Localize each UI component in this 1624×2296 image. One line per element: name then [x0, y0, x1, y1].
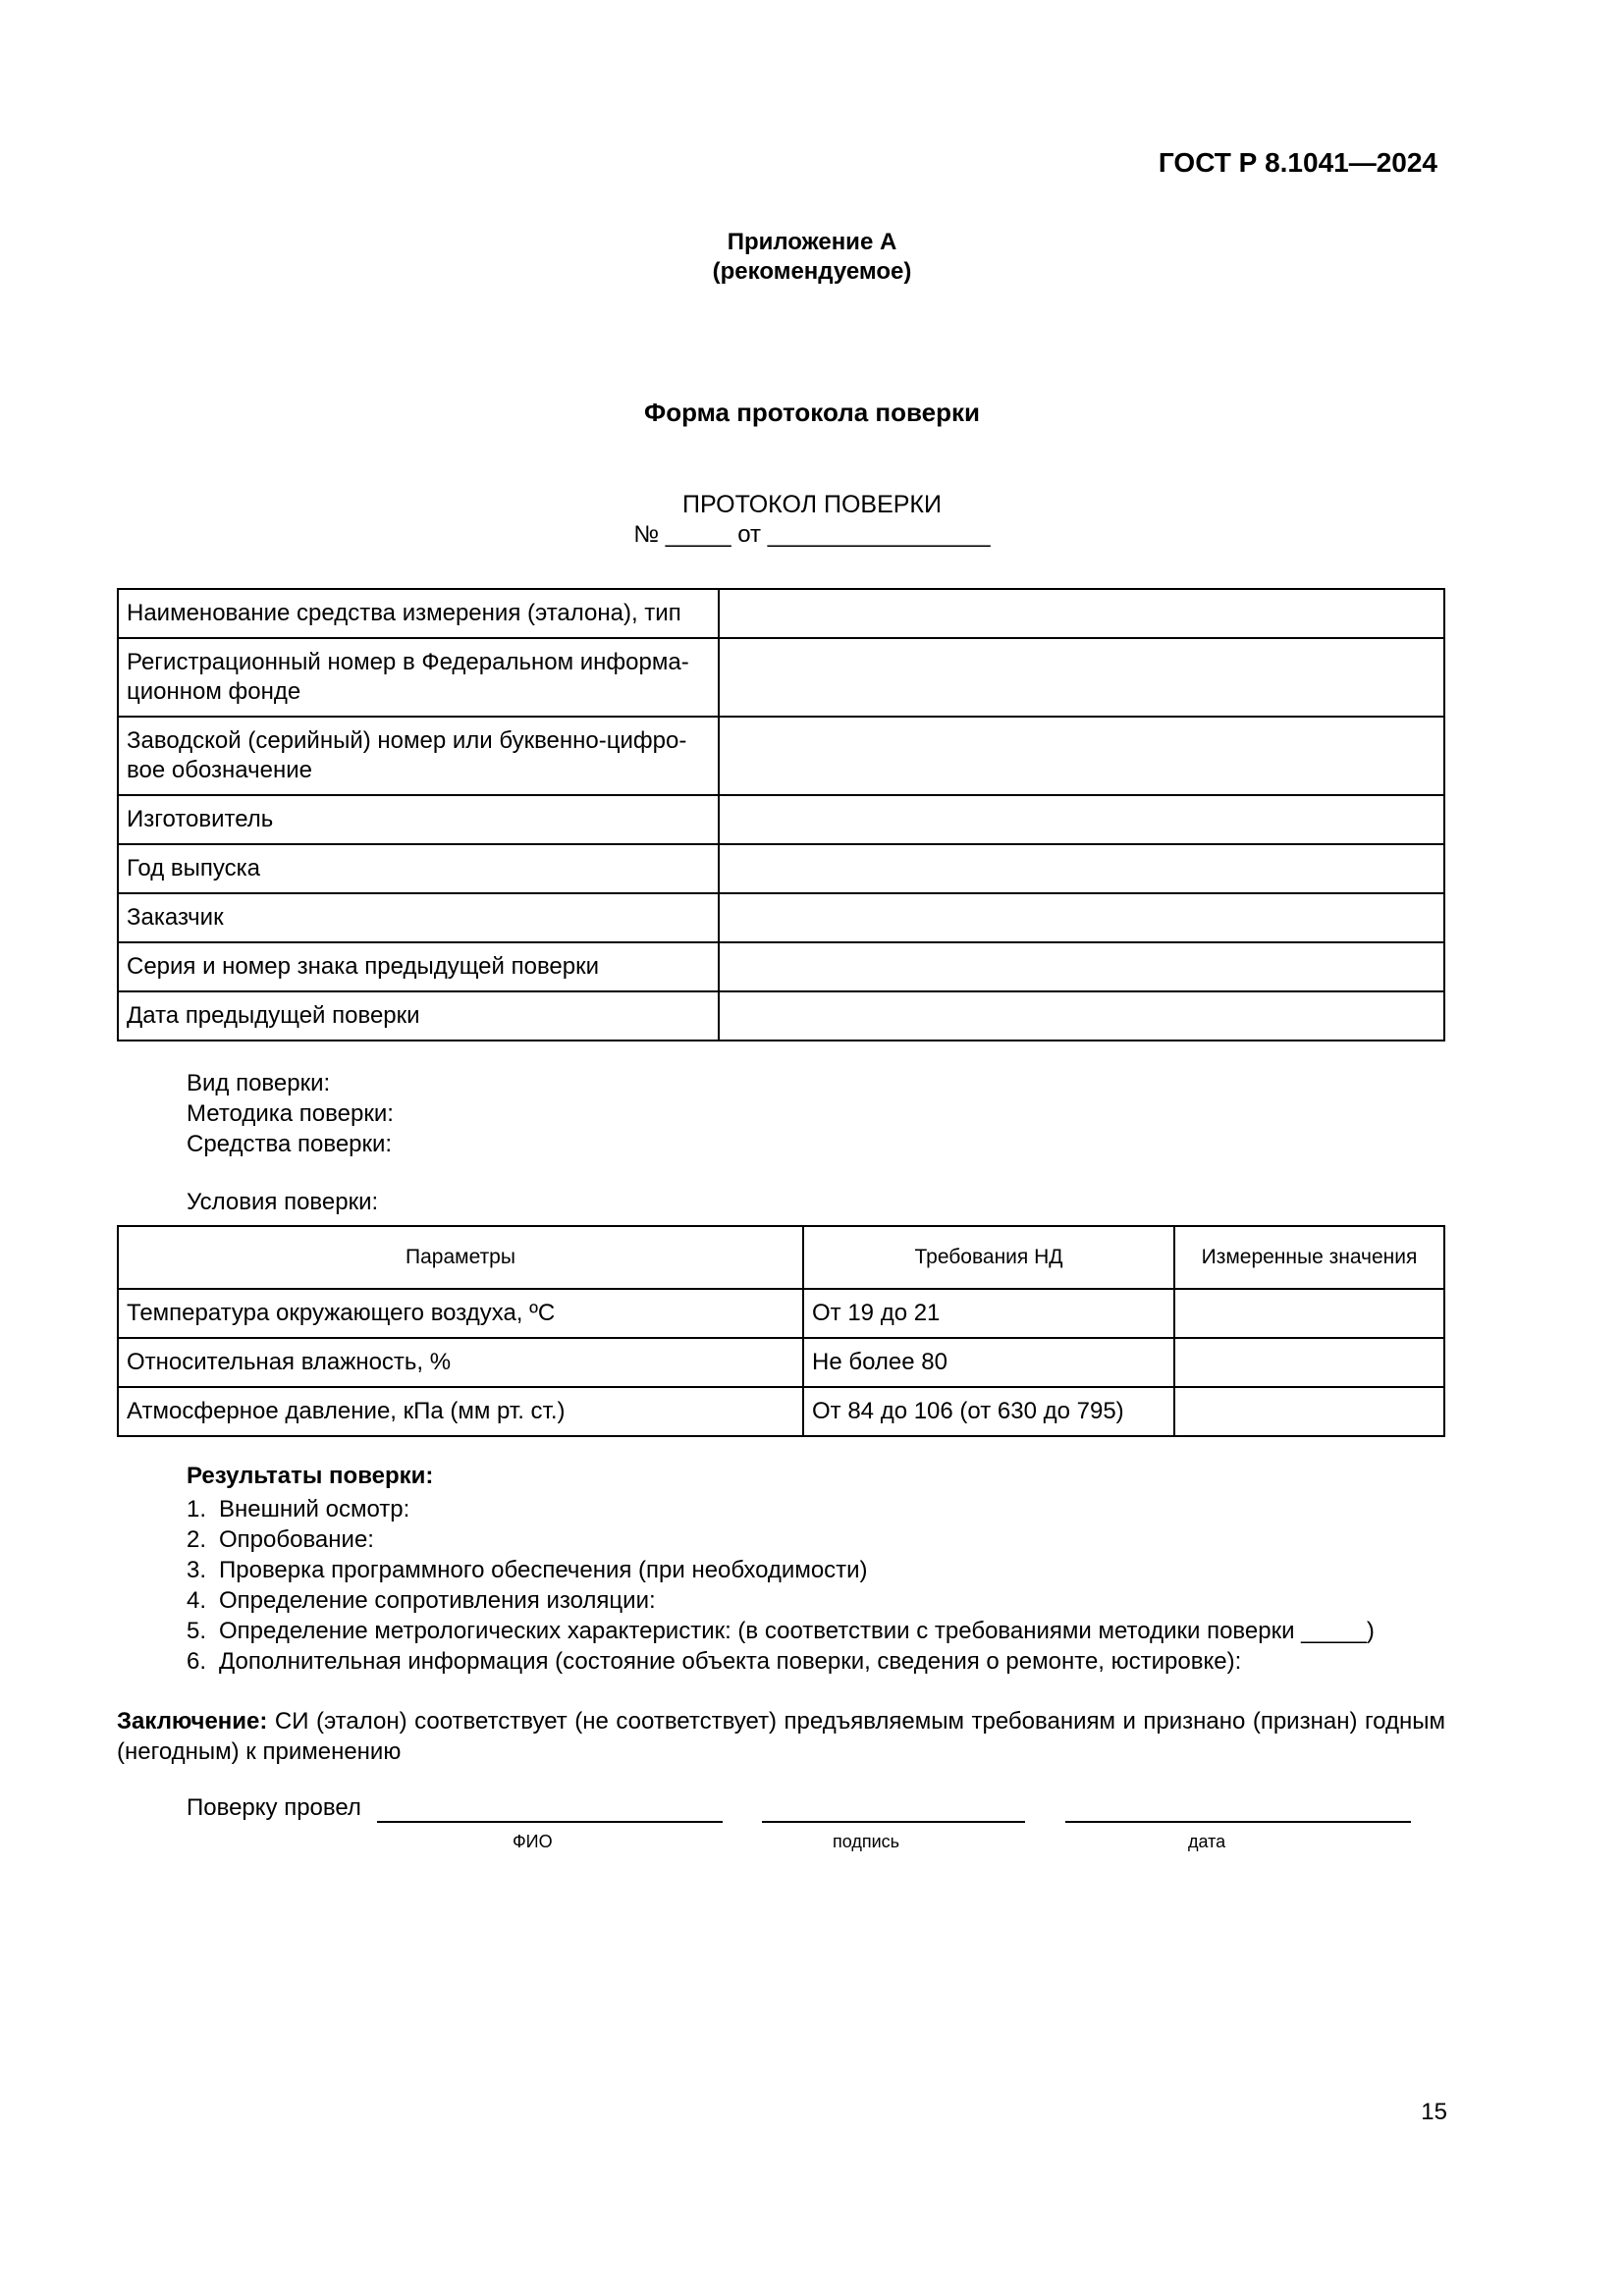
table-row — [118, 844, 1444, 893]
row-label: Наименование средства измерения (эталона), тип — [118, 589, 719, 638]
list-item: 4. Определение сопротивления изоляции: — [187, 1587, 656, 1614]
measured-value-field[interactable] — [1174, 1338, 1444, 1387]
table-row — [118, 893, 1444, 942]
appendix-title: Приложение А — [727, 229, 897, 255]
requirement-cell: Не более 80 — [803, 1338, 1174, 1387]
list-item: 2. Опробование: — [187, 1526, 374, 1553]
param-cell: Относительная влажность, % — [118, 1338, 803, 1387]
performed-by-label: Поверку провел — [187, 1794, 361, 1821]
table-row — [118, 1387, 1444, 1436]
list-item: 5. Определение метрологических характеристик: (в соответствии с требованиями методики поверки _____) — [187, 1618, 1375, 1644]
appendix-heading — [0, 228, 1624, 287]
table-row — [118, 717, 1444, 795]
table-row — [118, 991, 1444, 1041]
row-label: Дата предыдущей поверки — [118, 991, 719, 1041]
appendix-subtitle: (рекомендуемое) — [712, 258, 912, 285]
form-title: Форма протокола поверки — [644, 398, 980, 427]
table-row — [118, 589, 1444, 638]
measured-value-field[interactable] — [1174, 1289, 1444, 1338]
page-number: 15 — [1421, 2099, 1447, 2125]
requirement-cell: От 84 до 106 (от 630 до 795) — [803, 1387, 1174, 1436]
row-value-field[interactable] — [719, 717, 1444, 795]
row-value-field[interactable] — [719, 991, 1444, 1041]
verification-means-label: Средства поверки: — [187, 1131, 393, 1157]
verification-method-label: Методика поверки: — [187, 1100, 394, 1127]
table-row — [118, 1338, 1444, 1387]
table-row — [118, 638, 1444, 717]
requirement-cell: От 19 до 21 — [803, 1289, 1174, 1338]
row-value-field[interactable] — [719, 795, 1444, 844]
row-label: Заводской (серийный) номер или буквенно-цифро-вое обозначение — [118, 717, 719, 795]
protocol-title: ПРОТОКОЛ ПОВЕРКИ — [682, 491, 942, 518]
date-line[interactable] — [1065, 1821, 1411, 1823]
verification-params — [187, 1068, 394, 1159]
row-label: Год выпуска — [118, 844, 719, 893]
row-label: Регистрационный номер в Федеральном информа-ционном фонде — [118, 638, 719, 717]
signature-line[interactable] — [762, 1821, 1025, 1823]
param-cell: Атмосферное давление, кПа (мм рт. ст.) — [118, 1387, 803, 1436]
conditions-table — [117, 1225, 1445, 1437]
fio-caption: ФИО — [513, 1832, 553, 1851]
list-item: 6. Дополнительная информация (состояние объекта поверки, сведения о ремонте, юстировке): — [187, 1648, 1242, 1675]
conditions-label: Условия поверки: — [187, 1189, 379, 1215]
sign-caption: подпись — [833, 1832, 900, 1851]
conclusion-text: СИ (эталон) соответствует (не соответствует) предъявляемым требованиям и признано (признан) годным (негодным) к применению — [117, 1708, 1445, 1765]
row-value-field[interactable] — [719, 589, 1444, 638]
row-value-field[interactable] — [719, 638, 1444, 717]
results-title: Результаты поверки: — [187, 1463, 434, 1489]
row-label: Заказчик — [118, 893, 719, 942]
row-value-field[interactable] — [719, 844, 1444, 893]
list-item: 1. Внешний осмотр: — [187, 1496, 410, 1522]
table-row — [118, 942, 1444, 991]
date-caption: дата — [1188, 1832, 1226, 1851]
conclusion — [117, 1706, 1445, 1767]
row-value-field[interactable] — [719, 893, 1444, 942]
table-row — [118, 1289, 1444, 1338]
results-list — [187, 1494, 1375, 1677]
row-label: Серия и номер знака предыдущей поверки — [118, 942, 719, 991]
param-cell: Температура окружающего воздуха, ºС — [118, 1289, 803, 1338]
table-row — [118, 795, 1444, 844]
conclusion-label: Заключение: — [117, 1708, 268, 1735]
column-header: Измеренные значения — [1174, 1226, 1444, 1289]
column-header: Параметры — [118, 1226, 803, 1289]
device-info-table — [117, 588, 1445, 1041]
column-header: Требования НД — [803, 1226, 1174, 1289]
verification-type-label: Вид поверки: — [187, 1070, 331, 1096]
row-value-field[interactable] — [719, 942, 1444, 991]
standard-number: ГОСТ Р 8.1041—2024 — [1158, 147, 1437, 178]
fio-line[interactable] — [377, 1821, 723, 1823]
table-header-row — [118, 1226, 1444, 1289]
protocol-number-line: № _____ от _________________ — [633, 521, 991, 548]
measured-value-field[interactable] — [1174, 1387, 1444, 1436]
list-item: 3. Проверка программного обеспечения (при необходимости) — [187, 1557, 868, 1583]
row-label: Изготовитель — [118, 795, 719, 844]
